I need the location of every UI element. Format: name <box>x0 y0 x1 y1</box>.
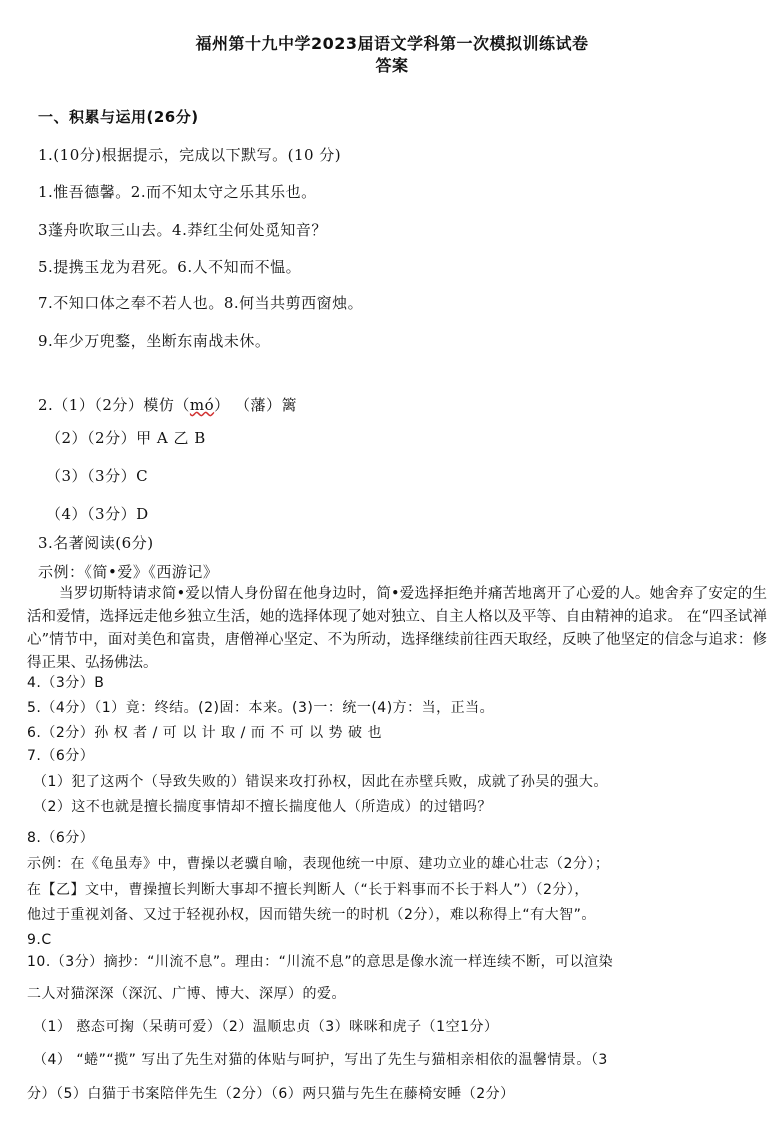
q2-part1-prefix: 2.（1）（2分）模仿（ <box>38 396 190 414</box>
q3-heading: 3.名著阅读(6分) <box>38 534 154 552</box>
q2-part1-suffix: ） （藩）篱 <box>214 396 297 414</box>
q1-intro: 1.(10分)根据提示，完成以下默写。(10 分) <box>38 146 342 164</box>
section-heading: 一、积累与运用(26分) <box>38 108 199 126</box>
q9-answer: 9.C <box>27 932 52 948</box>
q1-line: 5.提携玉龙为君死。6.人不知而不愠。 <box>38 258 302 276</box>
q2-part2: （2）（2分）甲 A 乙 B <box>46 429 206 447</box>
q8-line: 示例：在《龟虽寿》中，曹操以老骥自喻，表现他统一中原、建功立业的雄心壮志（2分）； <box>27 856 610 872</box>
q3-example-label: 示例：《简•爱》《西游记》 <box>38 563 219 581</box>
q5-answer: 5.（4分）（1）竟：终结。(2)固：本来。(3)一：统一(4)方：当，正当。 <box>27 700 495 716</box>
q8-heading: 8.（6分） <box>27 830 95 846</box>
q7-line: （1）犯了这两个（导致失败的）错误来攻打孙权，因此在赤壁兵败，成就了孙吴的强大。 <box>33 774 608 790</box>
q1-line: 1.惟吾德馨。2.而不知太守之乐其乐也。 <box>38 183 317 201</box>
q7-heading: 7.（6分） <box>27 748 95 764</box>
q11-line: （1） 憨态可掬（呆萌可爱）（2）温顺忠贞（3）咪咪和虎子（1空1分） <box>33 1019 499 1035</box>
q2-pinyin: mó <box>189 396 215 414</box>
q8-line: 他过于重视刘备、又过于轻视孙权，因而错失统一的时机（2分），难以称得上“有大智”。 <box>27 907 596 923</box>
q2-part4: （4）（3分）D <box>46 505 149 523</box>
document-subtitle: 答案 <box>375 56 409 75</box>
q1-line: 7.不知口体之奉不若人也。8.何当共剪西窗烛。 <box>38 294 364 312</box>
q6-answer: 6.（2分）孙 权 者 / 可 以 计 取 / 而 不 可 以 势 破 也 <box>27 725 382 741</box>
q8-line: 在【乙】文中，曹操擅长判断大事却不擅长判断人（“长于料事而不长于料人”）（2分）， <box>27 882 589 898</box>
q1-line: 3蓬舟吹取三山去。4.莽红尘何处觅知音？ <box>38 221 327 239</box>
q11-line: （4） “蜷”“揽” 写出了先生对猫的体贴与呵护，写出了先生与猫相亲相依的温馨情景。（3 <box>33 1052 608 1068</box>
q10-line: 二人对猫深深（深沉、广博、博大、深厚）的爱。 <box>27 986 346 1002</box>
q1-line: 9.年少万兜鍪，坐断东南战未休。 <box>38 332 271 350</box>
q11-line: 分）（5）白猫于书案陪伴先生（2分）（6）两只猫与先生在藤椅安睡（2分） <box>27 1086 515 1102</box>
q7-line: （2）这不也就是擅长揣度事情却不擅长揣度他人（所造成）的过错吗？ <box>33 799 492 815</box>
document-title: 福州第十九中学2023届语文学科第一次模拟训练试卷 <box>195 34 589 53</box>
q10-line: 10.（3分）摘抄：“川流不息”。理由：“川流不息”的意思是像水流一样连续不断，可以渲染 <box>27 954 614 970</box>
q2-part1 <box>38 396 297 414</box>
q2-part3: （3）（3分）C <box>46 467 149 485</box>
q3-paragraph: 当罗切斯特请求简•爱以情人身份留在他身边时，简•爱选择拒绝并痛苦地离开了心爱的人。她舍弃了安定的生活和爱情，选择远走他乡独立生活，她的选择体现了她对独立、自主人格以及平等、自由精神的追求。 在“四圣试禅心”情节中，面对美色和富贵，唐僧禅心坚定、不为所动，选择继续前往西天取经，反映了他坚定的信念与追求：修得正果、弘扬佛法。 <box>27 586 767 671</box>
q4-answer: 4.（3分）B <box>27 675 105 691</box>
